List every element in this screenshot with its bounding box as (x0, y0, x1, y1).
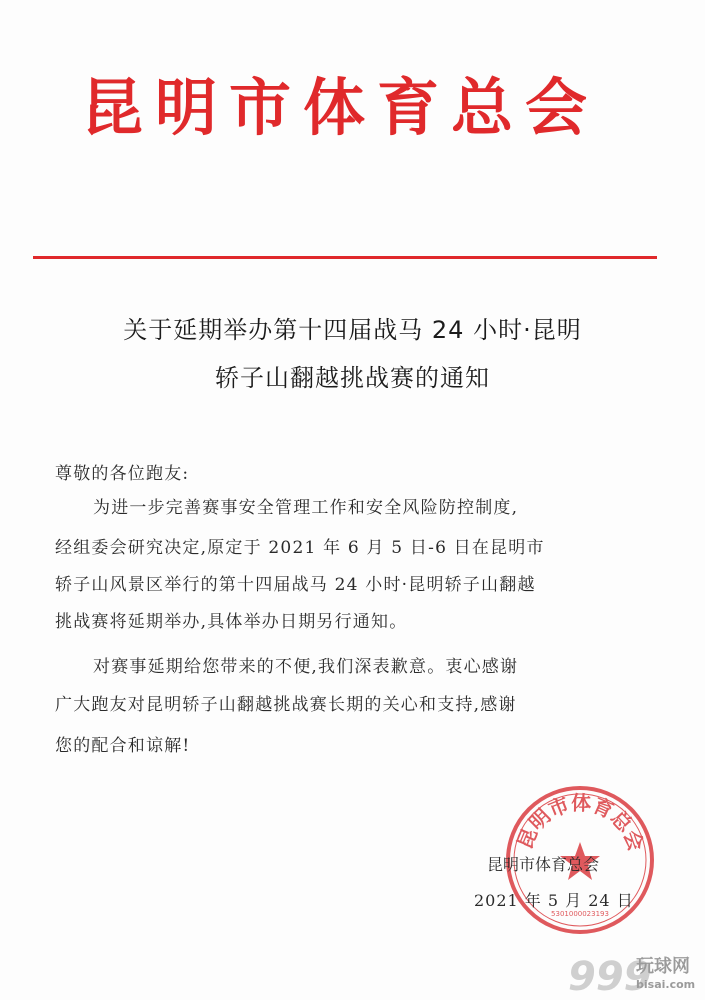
svg-text:999: 999 (568, 954, 652, 996)
site-watermark-logo (566, 950, 702, 996)
paragraph-2-line-2: 广大跑友对昆明轿子山翻越挑战赛长期的关心和支持,感谢 (55, 695, 517, 715)
signature-date: 2021 年 5 月 24 日 (474, 891, 634, 910)
paragraph-1-line-3: 轿子山风景区举行的第十四届战马 24 小时·昆明轿子山翻越 (55, 575, 536, 595)
svg-text:玩球网: 玩球网 (636, 956, 690, 977)
paragraph-1-line-4: 挑战赛将延期举办,具体举办日期另行通知。 (55, 612, 408, 632)
paragraph-2-line-3: 您的配合和谅解! (55, 736, 191, 756)
paragraph-2-line-1: 对赛事延期给您带来的不便,我们深表歉意。衷心感谢 (93, 657, 519, 677)
svg-text:5301000023193: 5301000023193 (551, 910, 609, 918)
paragraph-1-line-1: 为进一步完善赛事安全管理工作和安全风险防控制度, (93, 498, 519, 518)
letterhead-title: 昆明市体育总会 (80, 71, 599, 144)
paragraph-1-line-2: 经组委会研究决定,原定于 2021 年 6 月 5 日-6 日在昆明市 (55, 538, 545, 558)
signature-organization: 昆明市体育总会 (487, 855, 600, 874)
notice-title-line-1: 关于延期举办第十四届战马 24 小时·昆明 (123, 316, 582, 344)
notice-title-line-2: 轿子山翻越挑战赛的通知 (215, 364, 490, 392)
greeting: 尊敬的各位跑友: (55, 464, 190, 484)
svg-text:bisai.com: bisai.com (636, 978, 696, 991)
letterhead-divider (33, 256, 657, 259)
seal-text: 昆明市体育总会 (512, 790, 649, 855)
